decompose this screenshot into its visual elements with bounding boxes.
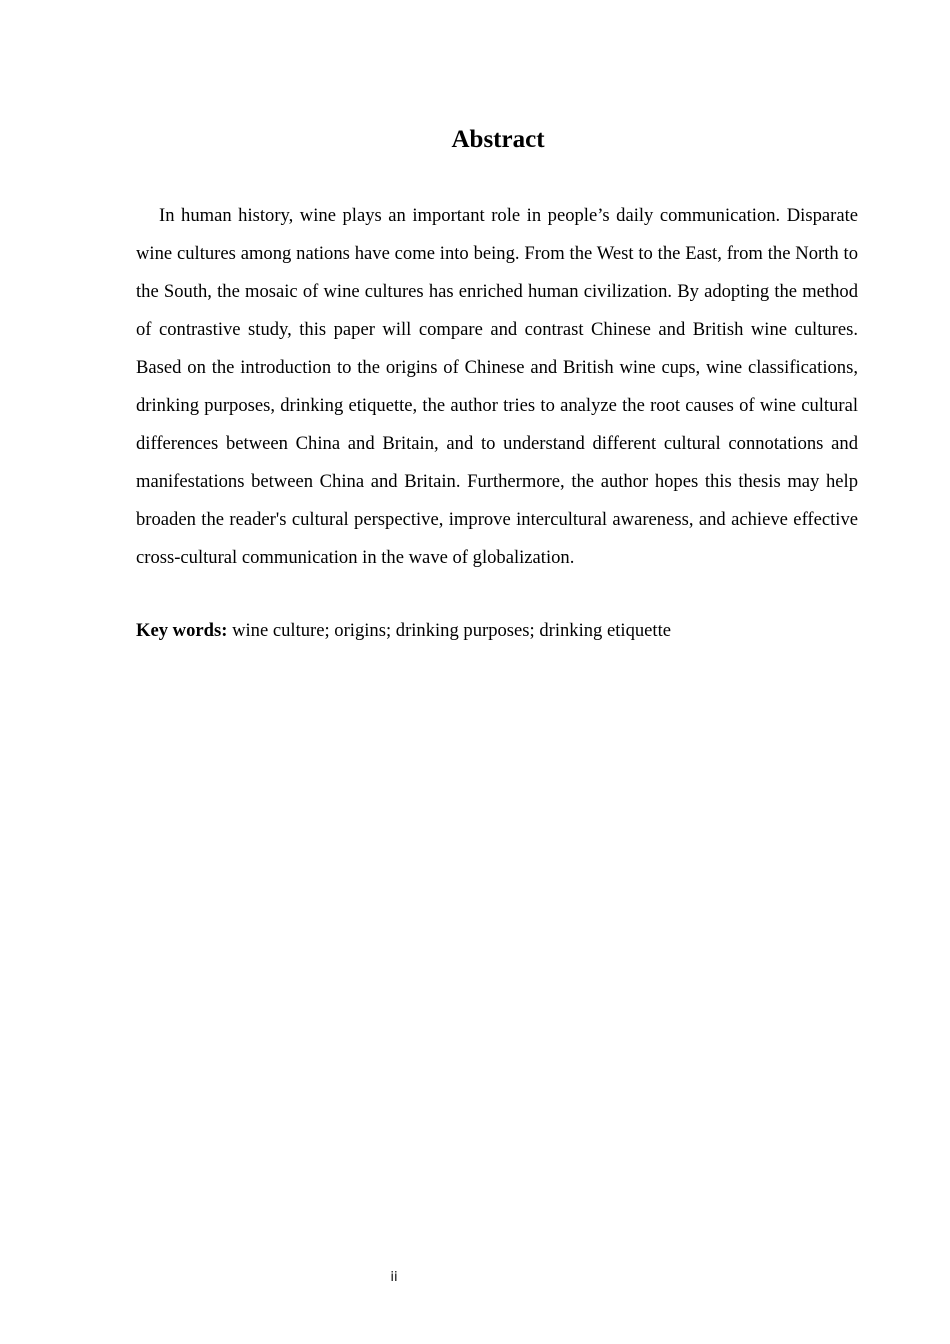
keywords-label: Key words: <box>136 620 228 641</box>
abstract-title: Abstract <box>451 126 545 153</box>
abstract-body: In human history, wine plays an important role in people’s daily communication. Disparate wine cultures among nations have come into being. From the West to the East, from the North to the South, the mosaic of wine cultures has enriched human civilization. By adopting the method of contrastive study, this paper will compare and contrast Chinese and British wine cultures. Based on the introduction to the origins of Chinese and British wine cups, wine classifications, drinking purposes, drinking etiquette, the author tries to analyze the root causes of wine cultural differences between China and Britain, and to understand different cultural connotations and manifestations between China and Britain. Furthermore, the author hopes this thesis may help broaden the reader's cultural perspective, improve intercultural awareness, and achieve effective cross-cultural communication in the wave of globalization. <box>136 205 858 568</box>
keywords-line <box>136 615 858 647</box>
page-number: ii <box>390 1270 398 1285</box>
keywords-text: wine culture; origins; drinking purposes; drinking etiquette <box>232 620 672 641</box>
